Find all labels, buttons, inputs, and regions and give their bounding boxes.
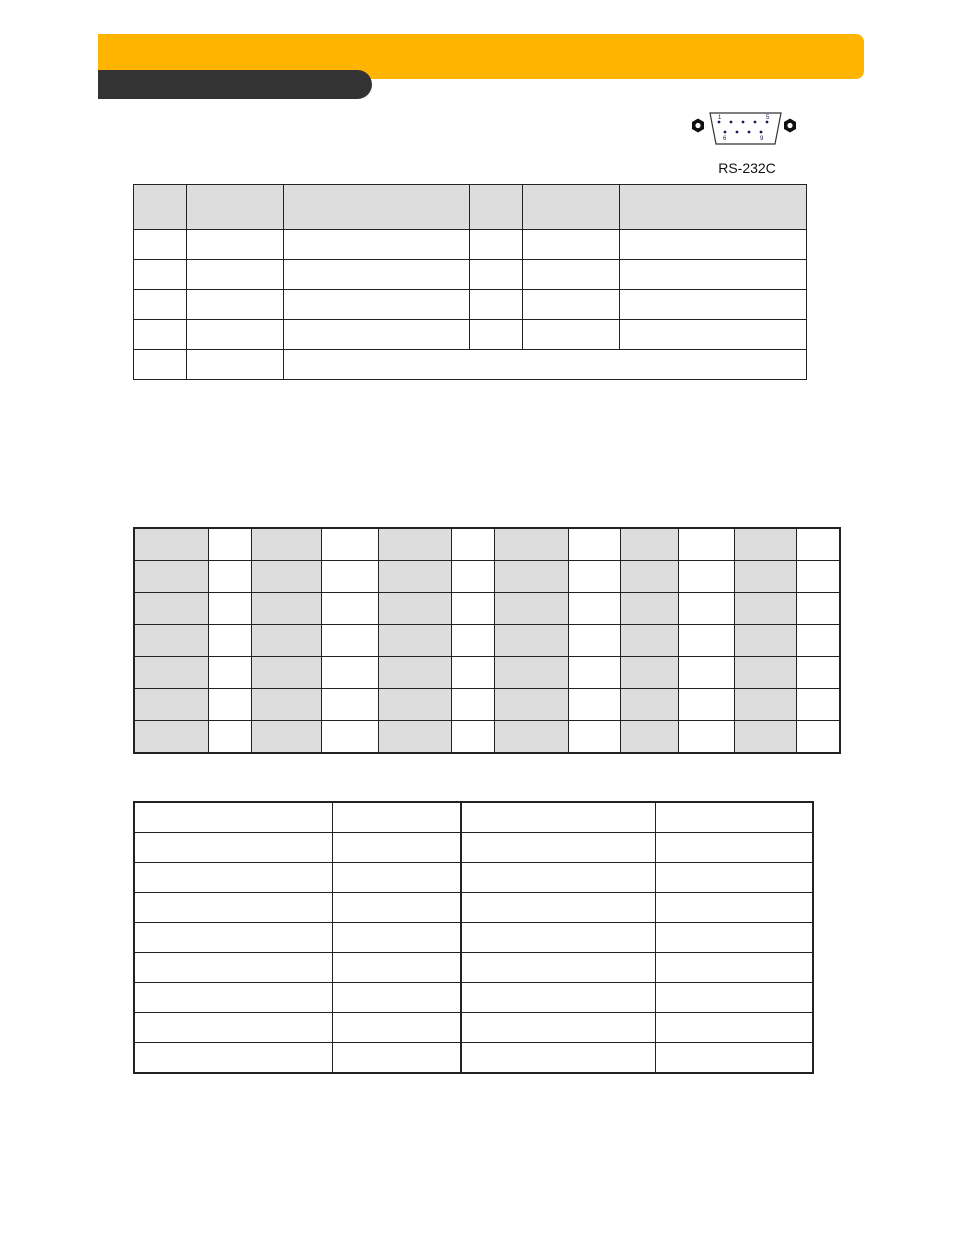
table-cell xyxy=(461,923,655,953)
table-cell xyxy=(523,230,620,260)
table-cell xyxy=(494,625,568,657)
table-cell xyxy=(620,260,807,290)
table-cell xyxy=(620,290,807,320)
table-cell xyxy=(378,561,451,593)
table-cell xyxy=(734,721,796,754)
table-cell xyxy=(461,953,655,983)
header-cell xyxy=(187,185,284,230)
table-row xyxy=(134,320,807,350)
table-cell xyxy=(451,593,494,625)
table-cell xyxy=(451,657,494,689)
table-cell xyxy=(332,1043,461,1074)
table-row xyxy=(134,1043,813,1074)
table-cell xyxy=(461,802,655,833)
table-cell xyxy=(620,320,807,350)
table-cell xyxy=(251,593,321,625)
table-cell xyxy=(470,260,523,290)
table-cell xyxy=(620,625,678,657)
table-cell xyxy=(568,721,620,754)
table-cell xyxy=(321,625,378,657)
table-cell xyxy=(134,657,208,689)
table-cell xyxy=(378,721,451,754)
table-cell xyxy=(494,657,568,689)
table-cell xyxy=(655,923,813,953)
table-cell xyxy=(332,802,461,833)
table-cell xyxy=(678,528,734,561)
table-row xyxy=(134,923,813,953)
section-tab xyxy=(98,70,372,99)
table-cell xyxy=(568,625,620,657)
table-cell xyxy=(451,721,494,754)
table-cell xyxy=(251,528,321,561)
table-cell xyxy=(332,893,461,923)
table-cell xyxy=(568,528,620,561)
table-cell xyxy=(655,983,813,1013)
table-cell xyxy=(451,689,494,721)
table-row xyxy=(134,260,807,290)
pin-label-5: 5 xyxy=(766,115,770,121)
table-cell xyxy=(321,528,378,561)
table-cell xyxy=(796,689,840,721)
table-cell xyxy=(134,802,332,833)
table-cell xyxy=(251,689,321,721)
table-cell xyxy=(134,953,332,983)
table-cell xyxy=(568,657,620,689)
table-cell xyxy=(134,625,208,657)
table-cell xyxy=(734,561,796,593)
table-cell xyxy=(378,657,451,689)
table-cell xyxy=(208,657,251,689)
table-cell xyxy=(451,528,494,561)
table-cell xyxy=(523,260,620,290)
table-row xyxy=(134,561,840,593)
table-cell xyxy=(678,561,734,593)
table-cell xyxy=(470,230,523,260)
table-cell xyxy=(251,625,321,657)
table-cell xyxy=(620,561,678,593)
table-cell xyxy=(734,689,796,721)
table-cell xyxy=(470,290,523,320)
table-cell xyxy=(284,320,470,350)
table-cell xyxy=(655,802,813,833)
table-cell xyxy=(208,561,251,593)
pin-assignment-table xyxy=(133,184,807,380)
table-cell xyxy=(134,230,187,260)
table-cell xyxy=(461,983,655,1013)
table-cell xyxy=(378,625,451,657)
table-cell xyxy=(134,320,187,350)
table-cell xyxy=(321,721,378,754)
table-cell xyxy=(655,1013,813,1043)
table-cell xyxy=(134,983,332,1013)
table-cell xyxy=(620,689,678,721)
table-cell xyxy=(332,983,461,1013)
table-cell xyxy=(134,893,332,923)
table-cell xyxy=(678,689,734,721)
table-cell xyxy=(620,721,678,754)
table-cell xyxy=(461,1043,655,1074)
table-cell xyxy=(208,593,251,625)
table-cell xyxy=(134,290,187,320)
pin-label-6: 6 xyxy=(723,136,727,142)
table-cell xyxy=(796,625,840,657)
table-cell xyxy=(568,689,620,721)
table-cell xyxy=(187,290,284,320)
table-cell xyxy=(620,593,678,625)
table-cell xyxy=(378,528,451,561)
table-cell xyxy=(620,528,678,561)
table-cell xyxy=(321,657,378,689)
table-cell xyxy=(796,657,840,689)
table-cell xyxy=(451,625,494,657)
table-cell xyxy=(494,721,568,754)
table-cell xyxy=(655,833,813,863)
table-cell xyxy=(678,657,734,689)
table-cell xyxy=(134,689,208,721)
table-cell xyxy=(734,593,796,625)
pin-label-1: 1 xyxy=(718,115,722,121)
table-cell xyxy=(134,1043,332,1074)
table-cell xyxy=(494,561,568,593)
table-row xyxy=(134,528,840,561)
table-cell xyxy=(332,923,461,953)
table-row xyxy=(134,689,840,721)
table-row xyxy=(134,1013,813,1043)
table-cell xyxy=(187,230,284,260)
table-row xyxy=(134,893,813,923)
table-cell xyxy=(208,689,251,721)
table-cell xyxy=(208,721,251,754)
table-cell xyxy=(134,593,208,625)
table-cell xyxy=(620,657,678,689)
table-cell xyxy=(678,721,734,754)
table-cell xyxy=(678,625,734,657)
table-cell xyxy=(134,721,208,754)
table-cell xyxy=(523,290,620,320)
header-cell xyxy=(134,185,187,230)
table-cell xyxy=(734,657,796,689)
table-row xyxy=(134,230,807,260)
table-row xyxy=(134,350,807,380)
table-cell xyxy=(655,893,813,923)
table-row xyxy=(134,833,813,863)
table-cell xyxy=(187,320,284,350)
table-cell xyxy=(494,689,568,721)
table-row xyxy=(134,953,813,983)
header-cell xyxy=(523,185,620,230)
table-cell xyxy=(187,350,284,380)
table-row xyxy=(134,863,813,893)
table-cell xyxy=(321,593,378,625)
table-cell xyxy=(568,561,620,593)
table-cell xyxy=(251,657,321,689)
table-cell xyxy=(134,350,187,380)
table-cell xyxy=(208,528,251,561)
table-cell xyxy=(451,561,494,593)
table-cell xyxy=(251,561,321,593)
table-cell xyxy=(284,260,470,290)
table-cell xyxy=(461,863,655,893)
table-cell xyxy=(494,593,568,625)
left-screw-icon xyxy=(692,119,704,133)
table-cell xyxy=(378,689,451,721)
table-cell xyxy=(796,593,840,625)
table-cell xyxy=(187,260,284,290)
table-header-row xyxy=(134,185,807,230)
table-cell xyxy=(284,350,807,380)
table-cell xyxy=(470,320,523,350)
table-row xyxy=(134,657,840,689)
table-cell xyxy=(332,863,461,893)
table-cell xyxy=(796,561,840,593)
table-cell xyxy=(134,923,332,953)
table-cell xyxy=(655,863,813,893)
right-screw-icon xyxy=(784,119,796,133)
settings-table xyxy=(133,801,814,1074)
table-cell xyxy=(734,528,796,561)
table-row xyxy=(134,290,807,320)
table-cell xyxy=(134,863,332,893)
code-table xyxy=(133,527,841,754)
table-cell xyxy=(655,1043,813,1074)
table-row xyxy=(134,625,840,657)
connector-caption: RS-232C xyxy=(718,160,776,176)
table-cell xyxy=(332,953,461,983)
table-cell xyxy=(208,625,251,657)
table-row xyxy=(134,593,840,625)
table-cell xyxy=(134,833,332,863)
table-cell xyxy=(321,689,378,721)
table-cell xyxy=(134,528,208,561)
table-cell xyxy=(678,593,734,625)
table-cell xyxy=(523,320,620,350)
table-cell xyxy=(461,893,655,923)
table-cell xyxy=(461,1013,655,1043)
header-cell xyxy=(620,185,807,230)
table-cell xyxy=(734,625,796,657)
table-cell xyxy=(134,561,208,593)
db9-connector-icon xyxy=(688,108,804,152)
table-cell xyxy=(796,721,840,754)
table-cell xyxy=(134,1013,332,1043)
table-cell xyxy=(796,528,840,561)
table-row xyxy=(134,983,813,1013)
table-cell xyxy=(251,721,321,754)
table-cell xyxy=(284,290,470,320)
table-cell xyxy=(321,561,378,593)
table-row xyxy=(134,802,813,833)
table-cell xyxy=(655,953,813,983)
table-cell xyxy=(332,833,461,863)
table-cell xyxy=(494,528,568,561)
table-cell xyxy=(568,593,620,625)
table-cell xyxy=(461,833,655,863)
header-cell xyxy=(470,185,523,230)
table-cell xyxy=(284,230,470,260)
table-cell xyxy=(134,260,187,290)
table-cell xyxy=(332,1013,461,1043)
header-cell xyxy=(284,185,470,230)
table-row xyxy=(134,721,840,754)
table-cell xyxy=(378,593,451,625)
pin-label-9: 9 xyxy=(760,136,764,142)
table-cell xyxy=(620,230,807,260)
